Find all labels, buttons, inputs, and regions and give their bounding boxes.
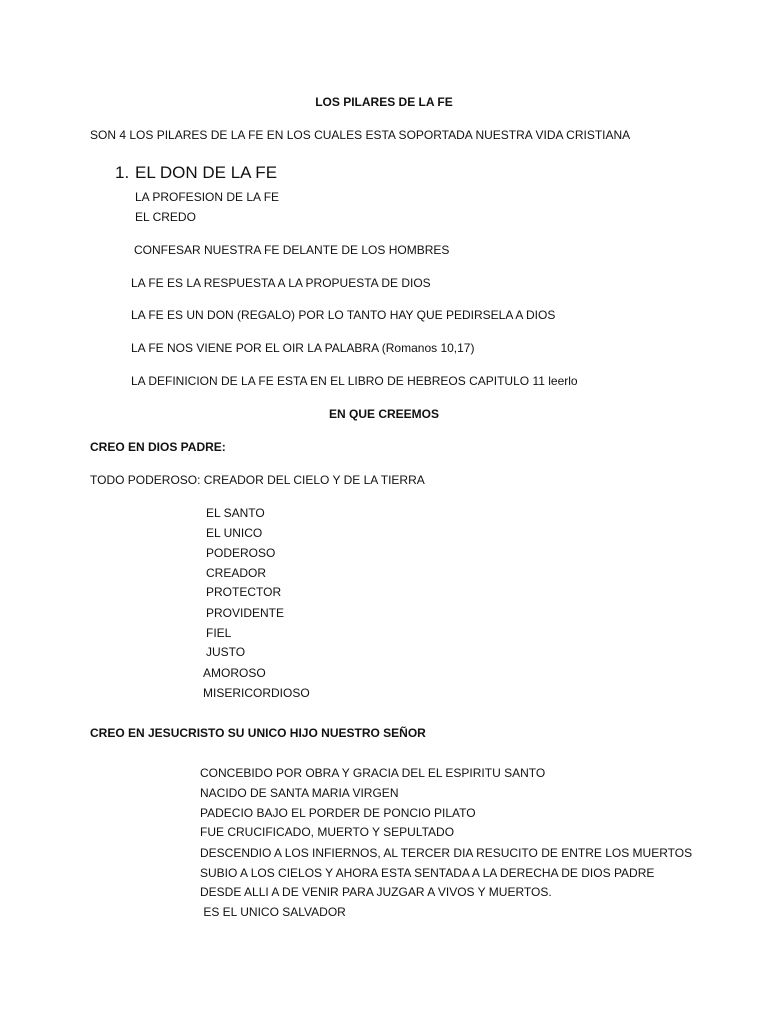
pillar-point: LA FE ES LA RESPUESTA A LA PROPUESTA DE DIOS (131, 276, 431, 290)
pillar-point: CONFESAR NUESTRA FE DELANTE DE LOS HOMBRES (134, 243, 450, 257)
attribute-item: MISERICORDIOSO (203, 686, 310, 700)
pillar-point: LA FE ES UN DON (REGALO) POR LO TANTO HAY QUE PEDIRSELA A DIOS (131, 308, 556, 322)
creed-line: ES EL UNICO SALVADOR (200, 905, 346, 919)
attribute-item: CREADOR (206, 566, 267, 580)
creed-line: NACIDO DE SANTA MARIA VIRGEN (200, 786, 399, 800)
intro-paragraph: SON 4 LOS PILARES DE LA FE EN LOS CUALES ESTA SOPORTADA NUESTRA VIDA CRISTIANA (90, 128, 631, 142)
attribute-item: EL UNICO (206, 526, 263, 540)
pillar-subitem: LA PROFESION DE LA FE (135, 190, 280, 204)
attribute-item: PROVIDENTE (206, 606, 285, 620)
creed-line: DESCENDIO A LOS INFIERNOS, AL TERCER DIA RESUCITO DE ENTRE LOS MUERTOS (200, 846, 693, 860)
attribute-item: EL SANTO (206, 506, 265, 520)
creed-line: PADECIO BAJO EL PORDER DE PONCIO PILATO (200, 806, 476, 820)
pillar-number: 1. (115, 163, 130, 182)
creed-line: DESDE ALLI A DE VENIR PARA JUZGAR A VIVOS Y MUERTOS. (200, 885, 552, 899)
attribute-item: PODEROSO (206, 546, 276, 560)
creed-line: CONCEBIDO POR OBRA Y GRACIA DEL EL ESPIRITU SANTO (200, 766, 546, 780)
pillar-heading: EL DON DE LA FE (135, 163, 278, 182)
jesus-heading: CREO EN JESUCRISTO SU UNICO HIJO NUESTRO SEÑOR (90, 726, 426, 740)
pillar-point: LA FE NOS VIENE POR EL OIR LA PALABRA (Romanos 10,17) (131, 341, 475, 355)
god-father-heading: CREO EN DIOS PADRE: (90, 440, 226, 454)
pillar-subitem: EL CREDO (135, 210, 196, 224)
section-title: EN QUE CREEMOS (328, 407, 439, 421)
document-title: LOS PILARES DE LA FE (315, 95, 453, 109)
attribute-item: PROTECTOR (206, 585, 282, 599)
attribute-item: JUSTO (206, 645, 246, 659)
pillar-point: LA DEFINICION DE LA FE ESTA EN EL LIBRO DE HEBREOS CAPITULO 11 leerlo (131, 374, 578, 388)
creed-line: FUE CRUCIFICADO, MUERTO Y SEPULTADO (200, 825, 455, 839)
attribute-item: FIEL (206, 626, 232, 640)
creed-line: SUBIO A LOS CIELOS Y AHORA ESTA SENTADA A LA DERECHA DE DIOS PADRE (200, 866, 655, 880)
attribute-item: AMOROSO (203, 666, 266, 680)
god-father-line: TODO PODEROSO: CREADOR DEL CIELO Y DE LA TIERRA (90, 473, 425, 487)
